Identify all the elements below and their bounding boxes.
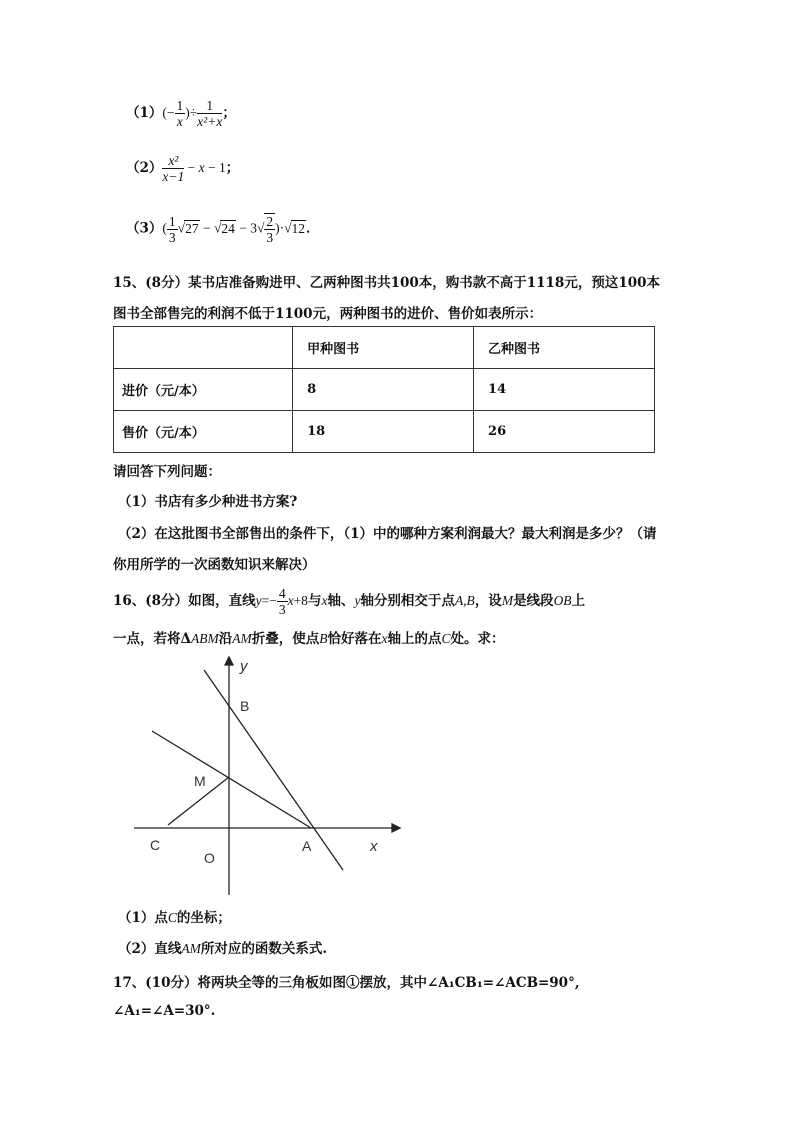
label-a: A	[302, 838, 312, 854]
table-row	[114, 327, 655, 369]
price-table	[113, 326, 655, 453]
label-y: y	[240, 658, 248, 675]
q15-prompt: 请回答下列问题：	[113, 464, 221, 480]
x-axis-arrow-icon	[392, 824, 400, 832]
table-cell: 14	[474, 369, 655, 411]
table-cell: 售价（元/本）	[114, 411, 293, 453]
table-header-cell: 甲种图书	[293, 327, 474, 369]
q17-line2: ∠A₁=∠A=30°.	[113, 1003, 216, 1019]
q16-sub1: （1）点C的坐标；	[118, 910, 231, 926]
table-header-cell: 乙种图书	[474, 327, 655, 369]
line-am	[152, 731, 311, 828]
table-row	[114, 411, 655, 453]
label-o: O	[204, 850, 215, 866]
table-header-cell	[114, 327, 293, 369]
label-c: C	[150, 837, 161, 853]
table-row	[114, 369, 655, 411]
y-axis-arrow-icon	[225, 657, 233, 665]
label-x: x	[370, 838, 378, 855]
q15-sub2b: 你用所学的一次函数知识来解决）	[113, 557, 316, 573]
label-b: B	[240, 698, 250, 714]
geometry-figure	[130, 655, 410, 900]
q14-part3: （3）( $\frac{1}{3}$ √27 − √24 − 3√ $\frac{2}{3}$ )·√12．	[126, 213, 320, 245]
table-cell: 8	[293, 369, 474, 411]
q15-sub1: （1）书店有多少种进书方案?	[118, 494, 298, 510]
q16-line1: 16、(8分）如图，直线y=− $\frac{4}{3}$ x+8与x轴、y轴分别相交于点A,B，设M是线段OB上	[113, 586, 586, 617]
label-m: M	[194, 773, 206, 789]
table-cell: 26	[474, 411, 655, 453]
table-cell: 进价（元/本）	[114, 369, 293, 411]
line-ab	[204, 670, 343, 870]
q15-line2: 图书全部售完的利润不低于1100元，两种图书的进价、售价如表所示：	[113, 306, 543, 322]
q16-line2: 一点，若将ΔABM沿AM折叠，使点B恰好落在x轴上的点C处。求：	[113, 631, 505, 647]
q17-line1: 17、(10分）将两块全等的三角板如图①摆放，其中∠A₁CB₁=∠ACB=90°,	[113, 975, 580, 991]
q14-part1: （1）(− $\frac{1}{x}$ )÷ $\frac{1}{\text{x²+x}}$ ；	[126, 98, 236, 129]
q14-part2: （2） $\frac{\text{x²}}{x-1}$ − x − 1；	[126, 153, 240, 184]
table-cell: 18	[293, 411, 474, 453]
q15-sub2a: （2）在这批图书全部售出的条件下，（1）中的哪种方案利润最大？最大利润是多少？（请	[118, 526, 657, 542]
q15-line1: 15、(8分）某书店准备购进甲、乙两种图书共100本，购书款不高于1118元，预这100本	[113, 275, 660, 291]
q16-sub2: （2）直线AM所对应的函数关系式.	[118, 941, 328, 957]
